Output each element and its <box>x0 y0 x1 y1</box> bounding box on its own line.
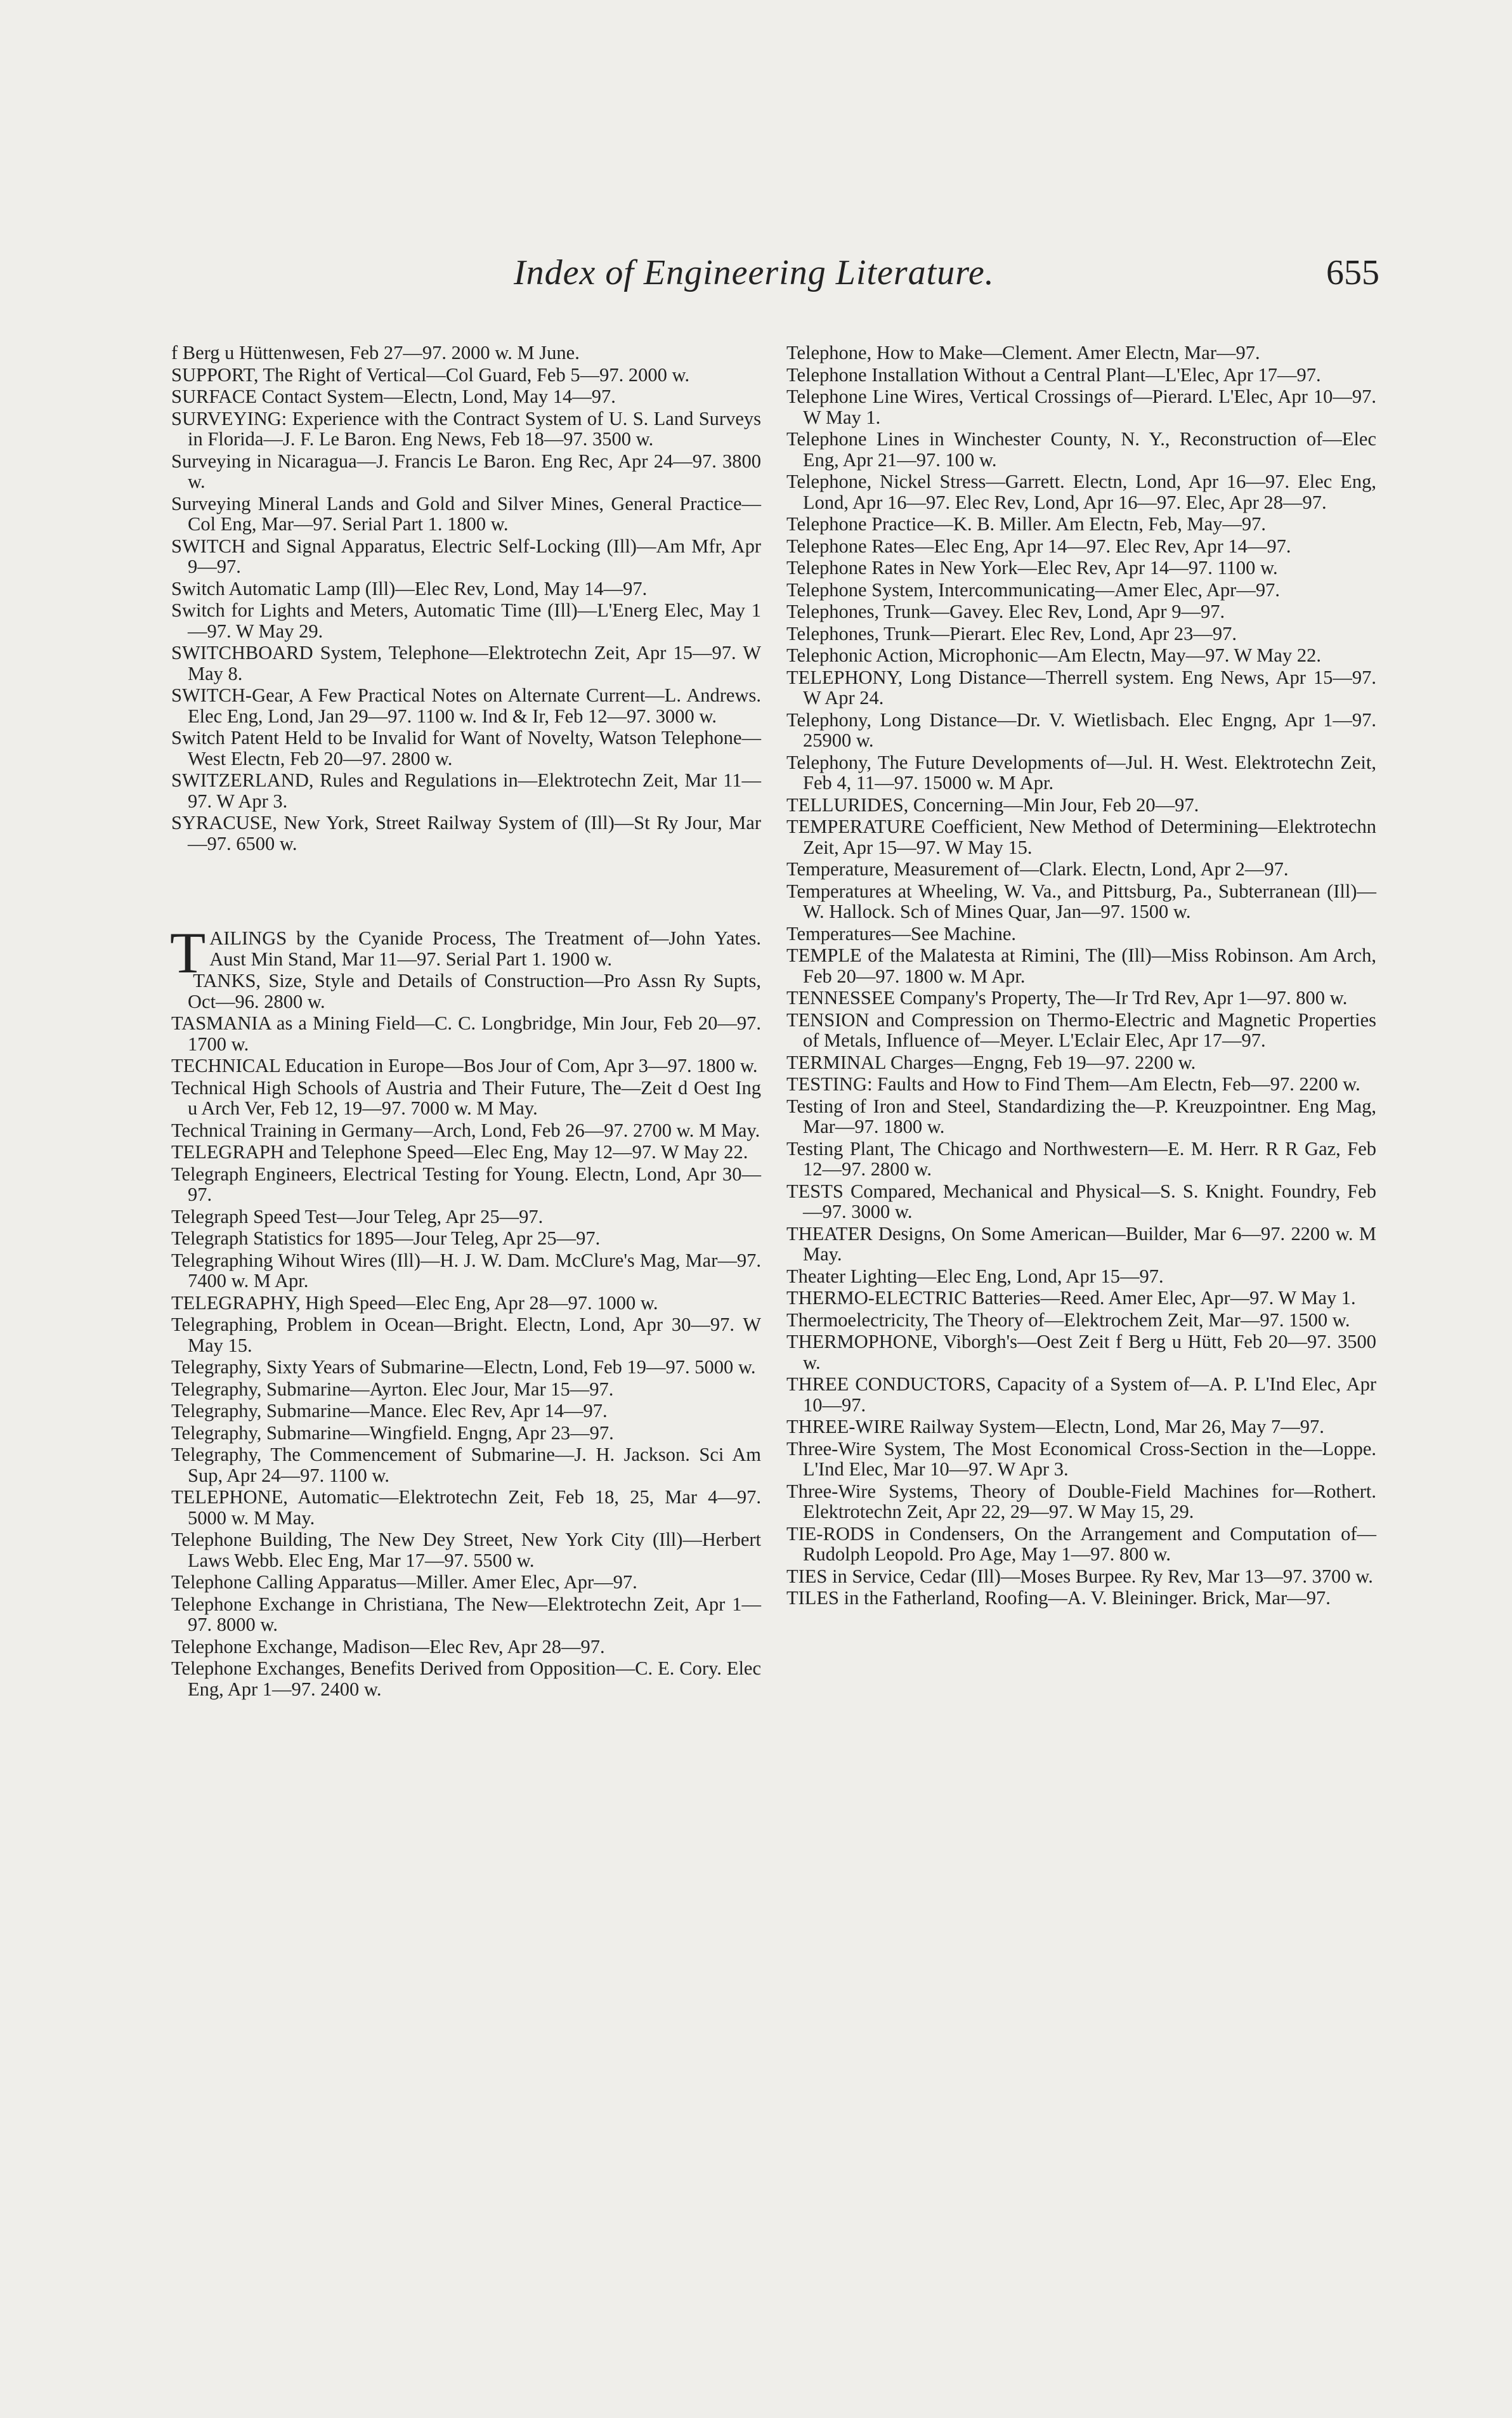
index-entry: Telegraph Engineers, Electrical Testing for Young. Electn, Lond, Apr 30—97. <box>171 1163 761 1205</box>
index-entry: f Berg u Hüttenwesen, Feb 27—97. 2000 w. M June. <box>171 342 580 363</box>
index-entry: THEATER Designs, On Some American—Builder, Mar 6—97. 2200 w. M May. <box>786 1222 1376 1265</box>
index-entry: Telegraphing Wihout Wires (Ill)—H. J. W. Dam. McClure's Mag, Mar—97. 7400 w. M Apr. <box>171 1249 761 1291</box>
index-entry: Telephone Rates in New York—Elec Rev, Apr 14—97. 1100 w. <box>786 557 1278 578</box>
index-entry: TECHNICAL Education in Europe—Bos Jour of Com, Apr 3—97. 1800 w. <box>171 1055 758 1076</box>
page-number: 655 <box>1326 253 1379 292</box>
index-entry: Switch Automatic Lamp (Ill)—Elec Rev, Lond, May 14—97. <box>171 577 648 599</box>
index-entry: Telephone Rates—Elec Eng, Apr 14—97. Elec Rev, Apr 14—97. <box>786 535 1291 557</box>
index-entry: Telephone Installation Without a Central Plant—L'Elec, Apr 17—97. <box>786 363 1321 386</box>
index-entry: TEMPLE of the Malatesta at Rimini, The (Ill)—Miss Robinson. Am Arch, Feb 20—97. 1800 w. M Apr. <box>786 944 1376 987</box>
index-entry: SWITCHBOARD System, Telephone—Elektrotechn Zeit, Apr 15—97. W May 8. <box>171 642 761 684</box>
index-entry: TENSION and Compression on Thermo-Electric and Magnetic Properties of Metals, Influence of—Meyer. L'Eclair Elec, Apr 17—97. <box>786 1009 1376 1051</box>
index-entry: TELLURIDES, Concerning—Min Jour, Feb 20—97. <box>786 794 1199 816</box>
index-entry: SWITCH-Gear, A Few Practical Notes on Alternate Current—L. Andrews. Elec Eng, Lond, Jan 29—97. 1100 w. Ind & Ir, Feb 12—97. 3000 w. <box>171 684 761 727</box>
index-entry: TESTS Compared, Mechanical and Physical—S. S. Knight. Foundry, Feb—97. 3000 w. <box>786 1180 1376 1222</box>
right-column <box>786 343 1376 1610</box>
index-entry: Telephone Exchange in Christiana, The New—Elektrotechn Zeit, Apr 1—97. 8000 w. <box>171 1593 761 1635</box>
index-entry-tailings <box>170 920 761 985</box>
left-entries-t <box>171 970 761 1699</box>
index-entry: Telegraph Statistics for 1895—Jour Teleg, Apr 25—97. <box>171 1227 601 1249</box>
index-entry: Theater Lighting—Elec Eng, Lond, Apr 15—97. <box>786 1265 1164 1287</box>
index-entry: Telephone Lines in Winchester County, N. Y., Reconstruction of—Elec Eng, Apr 21—97. 100 w. <box>786 428 1376 471</box>
index-entry: TENNESSEE Company's Property, The—Ir Trd Rev, Apr 1—97. 800 w. <box>786 987 1348 1009</box>
page-header <box>171 252 1379 303</box>
index-entry: Telephone Practice—K. B. Miller. Am Electn, Feb, May—97. <box>786 513 1266 535</box>
index-entry: Temperatures—See Machine. <box>786 922 1017 944</box>
index-entry: Telephony, The Future Developments of—Jul. H. West. Elektrotechn Zeit, Feb 4, 11—97. 15000 w. M Apr. <box>786 751 1376 794</box>
index-entry: Three-Wire System, The Most Economical Cross-Section in the—Loppe. L'Ind Elec, Mar 10—97. W Apr 3. <box>786 1437 1376 1480</box>
index-entry: TEMPERATURE Coefficient, New Method of Determining—Elektrotechn Zeit, Apr 15—97. W May 15. <box>786 816 1376 858</box>
index-entry: Temperature, Measurement of—Clark. Electn, Lond, Apr 2—97. <box>786 858 1289 880</box>
index-entry: Telegraphy, Submarine—Wingfield. Engng, Apr 23—97. <box>171 1421 614 1444</box>
left-entries-s <box>171 343 761 854</box>
index-entry: Telephone, Nickel Stress—Garrett. Electn, Lond, Apr 16—97. Elec Eng, Lond, Apr 16—97. Elec Rev, Lond, Apr 16—97. Elec, Apr 28—97. <box>786 471 1376 513</box>
index-entry: Telegraphing, Problem in Ocean—Bright. Electn, Lond, Apr 30—97. W May 15. <box>171 1314 761 1356</box>
index-entry: Technical High Schools of Austria and Their Future, The—Zeit d Oest Ing u Arch Ver, Feb 12, 19—97. 7000 w. M May. <box>171 1076 761 1119</box>
index-entry: TELEPHONE, Automatic—Elektrotechn Zeit, Feb 18, 25, Mar 4—97. 5000 w. M May. <box>171 1486 761 1529</box>
index-entry: TANKS, Size, Style and Details of Construction—Pro Assn Ry Supts, Oct—96. 2800 w. <box>188 970 761 1012</box>
index-entry: THERMO-ELECTRIC Batteries—Reed. Amer Elec, Apr—97. W May 1. <box>786 1287 1356 1309</box>
running-title: Index of Engineering Literature. <box>514 253 994 292</box>
index-entry: Thermoelectricity, The Theory of—Elektrochem Zeit, Mar—97. 1500 w. <box>786 1309 1350 1331</box>
section-gap <box>171 855 761 928</box>
index-entry: Telegraphy, Submarine—Mance. Elec Rev, Apr 14—97. <box>171 1400 608 1421</box>
index-entry: Telegraphy, Submarine—Ayrton. Elec Jour, Mar 15—97. <box>171 1378 614 1400</box>
index-entry: Telephonic Action, Microphonic—Am Electn, May—97. W May 22. <box>786 644 1321 666</box>
index-entry: Telephone Line Wires, Vertical Crossings of—Pierard. L'Elec, Apr 10—97. W May 1. <box>786 386 1376 428</box>
index-entry: SURFACE Contact System—Electn, Lond, May 14—97. <box>171 386 616 407</box>
index-entry: Testing Plant, The Chicago and Northwestern—E. M. Herr. R R Gaz, Feb 12—97. 2800 w. <box>786 1137 1376 1180</box>
index-entry: Telephony, Long Distance—Dr. V. Wietlisbach. Elec Engng, Apr 1—97. 25900 w. <box>786 709 1376 751</box>
index-entry: Surveying Mineral Lands and Gold and Silver Mines, General Practice—Col Eng, Mar—97. Serial Part 1. 1800 w. <box>171 492 761 535</box>
index-entry: Telephone System, Intercommunicating—Amer Elec, Apr—97. <box>786 578 1280 601</box>
left-column <box>171 343 761 1701</box>
index-entry: THREE CONDUCTORS, Capacity of a System of—A. P. L'Ind Elec, Apr 10—97. <box>786 1373 1376 1416</box>
index-entry: Telephones, Trunk—Pierart. Elec Rev, Lond, Apr 23—97. <box>786 622 1237 644</box>
index-entry: SURVEYING: Experience with the Contract System of U. S. Land Surveys in Florida—J. F. Le Baron. Eng News, Feb 18—97. 3500 w. <box>171 407 761 450</box>
dropcap-letter: T <box>170 920 206 985</box>
index-entry: Temperatures at Wheeling, W. Va., and Pittsburg, Pa., Subterranean (Ill)—W. Hallock. Sch of Mines Quar, Jan—97. 1500 w. <box>786 880 1376 922</box>
index-entry: TIE-RODS in Condensers, On the Arrangement and Computation of—Rudolph Leopold. Pro Age, May 1—97. 800 w. <box>786 1522 1376 1565</box>
index-entry: THREE-WIRE Railway System—Electn, Lond, Mar 26, May 7—97. <box>786 1416 1324 1437</box>
index-entry: TELEGRAPHY, High Speed—Elec Eng, Apr 28—97. 1000 w. <box>171 1291 658 1314</box>
index-entry: SWITZERLAND, Rules and Regulations in—Elektrotechn Zeit, Mar 11—97. W Apr 3. <box>171 769 761 812</box>
index-entry: Switch for Lights and Meters, Automatic Time (Ill)—L'Energ Elec, May 1—97. W May 29. <box>171 599 761 642</box>
index-entry: Switch Patent Held to be Invalid for Want of Novelty, Watson Telephone—West Electn, Feb 20—97. 2800 w. <box>171 727 761 769</box>
index-entry: Technical Training in Germany—Arch, Lond, Feb 26—97. 2700 w. M May. <box>171 1119 760 1141</box>
index-entry: Telephone Exchanges, Benefits Derived from Opposition—C. E. Cory. Elec Eng, Apr 1—97. 2400 w. <box>171 1657 761 1700</box>
index-entry: SWITCH and Signal Apparatus, Electric Self-Locking (Ill)—Am Mfr, Apr 9—97. <box>171 535 761 577</box>
index-entry: Testing of Iron and Steel, Standardizing the—P. Kreuzpointner. Eng Mag, Mar—97. 1800 w. <box>786 1095 1376 1137</box>
index-entry: Telephone Exchange, Madison—Elec Rev, Apr 28—97. <box>171 1635 605 1657</box>
index-entry: TILES in the Fatherland, Roofing—A. V. Bleininger. Brick, Mar—97. <box>786 1587 1331 1609</box>
index-entry: SUPPORT, The Right of Vertical—Col Guard, Feb 5—97. 2000 w. <box>171 363 690 386</box>
index-entry: TELEGRAPH and Telephone Speed—Elec Eng, May 12—97. W May 22. <box>171 1141 748 1163</box>
index-entry: Telegraphy, The Commencement of Submarine—J. H. Jackson. Sci Am Sup, Apr 24—97. 1100 w. <box>171 1444 761 1486</box>
index-entry: Telephones, Trunk—Gavey. Elec Rev, Lond, Apr 9—97. <box>786 601 1225 622</box>
index-entry: TIES in Service, Cedar (Ill)—Moses Burpee. Ry Rev, Mar 13—97. 3700 w. <box>786 1565 1373 1587</box>
right-entries-t <box>786 343 1376 1609</box>
index-entry: Surveying in Nicaragua—J. Francis Le Baron. Eng Rec, Apr 24—97. 3800 w. <box>171 450 761 492</box>
index-entry: TESTING: Faults and How to Find Them—Am Electn, Feb—97. 2200 w. <box>786 1073 1360 1095</box>
index-entry: Three-Wire Systems, Theory of Double-Field Machines for—Rothert. Elektrotechn Zeit, Apr 22, 29—97. W May 15, 29. <box>786 1480 1376 1522</box>
index-entry: THERMOPHONE, Viborgh's—Oest Zeit f Berg u Hütt, Feb 20—97. 3500 w. <box>786 1331 1376 1373</box>
index-entry: TELEPHONY, Long Distance—Therrell system. Eng News, Apr 15—97. W Apr 24. <box>786 666 1376 709</box>
index-entry: Telephone Calling Apparatus—Miller. Amer Elec, Apr—97. <box>171 1571 637 1593</box>
dropcap-entry-text: AILINGS by the Cyanide Process, The Treatment of—John Yates. Aust Min Stand, Mar 11—97. Serial Part 1. 1900 w. <box>209 927 761 970</box>
index-entry: Telephone, How to Make—Clement. Amer Electn, Mar—97. <box>786 342 1260 363</box>
index-entry: Telegraph Speed Test—Jour Teleg, Apr 25—97. <box>171 1205 544 1227</box>
index-entry: Telegraphy, Sixty Years of Submarine—Electn, Lond, Feb 19—97. 5000 w. <box>171 1356 756 1378</box>
index-entry: Telephone Building, The New Dey Street, New York City (Ill)—Herbert Laws Webb. Elec Eng, Mar 17—97. 5500 w. <box>171 1529 761 1571</box>
index-entry: TASMANIA as a Mining Field—C. C. Longbridge, Min Jour, Feb 20—97. 1700 w. <box>171 1012 761 1055</box>
index-entry: TERMINAL Charges—Engng, Feb 19—97. 2200 w. <box>786 1051 1196 1073</box>
index-entry: SYRACUSE, New York, Street Railway System of (Ill)—St Ry Jour, Mar—97. 6500 w. <box>171 812 761 854</box>
